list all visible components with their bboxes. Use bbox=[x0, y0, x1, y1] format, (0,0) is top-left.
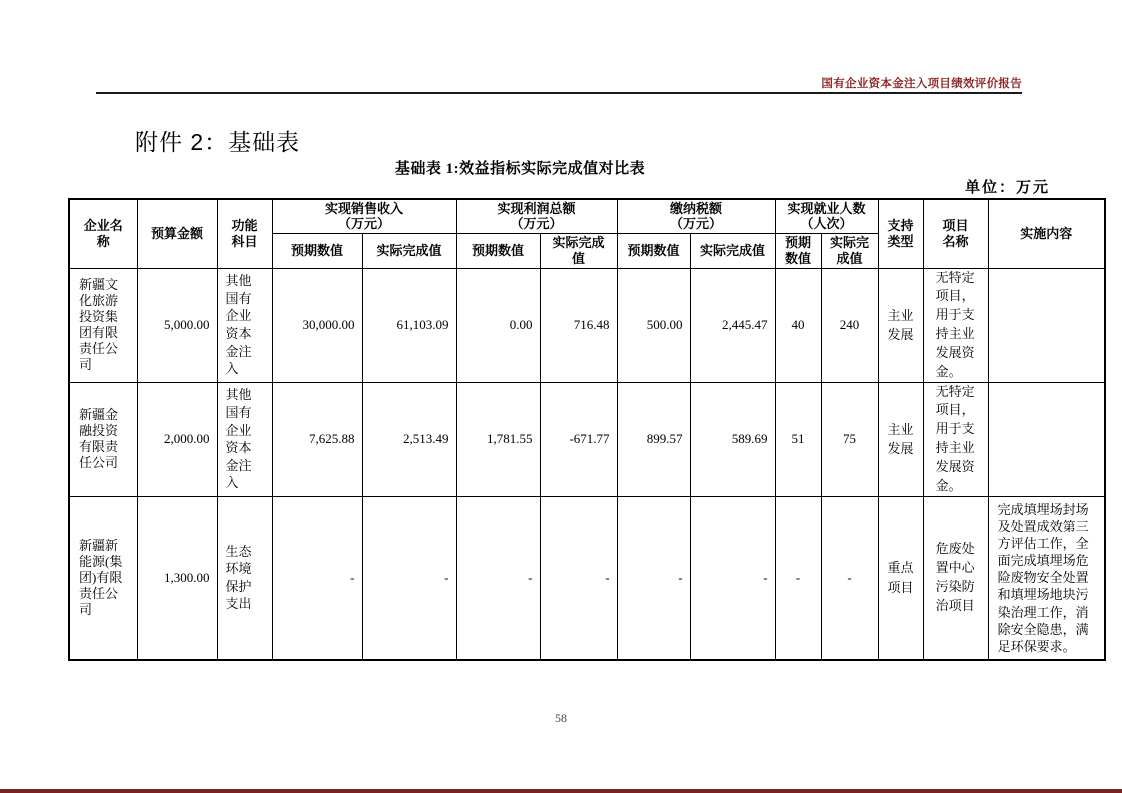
attachment-title: 附件 2：基础表 bbox=[135, 129, 301, 155]
cell-sales-expected: - bbox=[272, 496, 362, 660]
cell-tax-expected: - bbox=[617, 496, 690, 660]
cell-function: 其他国有企业资本金注入 bbox=[217, 382, 272, 496]
cell-sales-actual: - bbox=[362, 496, 456, 660]
cell-tax-actual: 589.69 bbox=[690, 382, 775, 496]
bottom-edge-bar bbox=[0, 789, 1122, 793]
cell-implementation bbox=[988, 382, 1105, 496]
cell-project-name: 危废处置中心污染防治项目 bbox=[923, 496, 988, 660]
header-function: 功能科目 bbox=[217, 199, 272, 268]
benefit-comparison-table bbox=[68, 198, 1106, 661]
subheader-jobs-actual: 实际完成值 bbox=[821, 233, 878, 268]
table-row bbox=[69, 382, 1105, 496]
cell-sales-expected: 7,625.88 bbox=[272, 382, 362, 496]
cell-jobs-actual: - bbox=[821, 496, 878, 660]
group-title: 实现利润总额 bbox=[497, 200, 576, 216]
cell-jobs-actual: 75 bbox=[821, 382, 878, 496]
cell-tax-actual: 2,445.47 bbox=[690, 268, 775, 382]
unit-label: 单位：万元 bbox=[964, 180, 1050, 196]
cell-function: 生态环境保护支出 bbox=[217, 496, 272, 660]
cell-project-name: 无特定项目，用于支持主业发展资金。 bbox=[923, 268, 988, 382]
page-number: 58 bbox=[555, 711, 567, 725]
cell-profit-expected: - bbox=[456, 496, 540, 660]
header-budget: 预算金额 bbox=[137, 199, 217, 268]
subheader-profit-expected: 预期数值 bbox=[456, 233, 540, 268]
group-unit: （万元） bbox=[670, 216, 723, 232]
group-unit: （万元） bbox=[510, 216, 563, 232]
cell-profit-actual: - bbox=[540, 496, 617, 660]
cell-budget: 1,300.00 bbox=[137, 496, 217, 660]
cell-budget: 2,000.00 bbox=[137, 382, 217, 496]
cell-function: 其他国有企业资本金注入 bbox=[217, 268, 272, 382]
header-group-profit bbox=[456, 199, 617, 233]
cell-implementation: 完成填埋场封场及处置成效第三方评估工作，全面完成填埋场危险废物安全处置和填埋场地块污染治理工作，消除安全隐患，满足环保要求。 bbox=[988, 496, 1105, 660]
cell-implementation bbox=[988, 268, 1105, 382]
cell-sales-actual: 61,103.09 bbox=[362, 268, 456, 382]
table-title: 基础表 1:效益指标实际完成值对比表 bbox=[394, 161, 646, 177]
cell-company: 新疆文化旅游投资集团有限责任公司 bbox=[69, 268, 137, 382]
cell-tax-actual: - bbox=[690, 496, 775, 660]
group-unit: （万元） bbox=[338, 216, 391, 232]
group-unit: （人次） bbox=[800, 216, 853, 232]
header-group-sales bbox=[272, 199, 456, 233]
cell-tax-expected: 500.00 bbox=[617, 268, 690, 382]
group-title: 实现就业人数 bbox=[787, 200, 866, 216]
cell-budget: 5,000.00 bbox=[137, 268, 217, 382]
group-title: 缴纳税额 bbox=[670, 200, 723, 216]
header-rule bbox=[96, 92, 1022, 94]
cell-sales-expected: 30,000.00 bbox=[272, 268, 362, 382]
table-row bbox=[69, 268, 1105, 382]
cell-profit-actual: -671.77 bbox=[540, 382, 617, 496]
subheader-tax-expected: 预期数值 bbox=[617, 233, 690, 268]
cell-company: 新疆金融投资有限责任公司 bbox=[69, 382, 137, 496]
cell-company: 新疆新能源(集团)有限责任公司 bbox=[69, 496, 137, 660]
header-company: 企业名称 bbox=[69, 199, 137, 268]
cell-profit-expected: 0.00 bbox=[456, 268, 540, 382]
subheader-sales-actual: 实际完成值 bbox=[362, 233, 456, 268]
header-support-type: 支持类型 bbox=[878, 199, 923, 268]
header-implementation: 实施内容 bbox=[988, 199, 1105, 268]
cell-jobs-expected: - bbox=[775, 496, 821, 660]
subheader-sales-expected: 预期数值 bbox=[272, 233, 362, 268]
cell-support-type: 重点项目 bbox=[878, 496, 923, 660]
cell-jobs-expected: 40 bbox=[775, 268, 821, 382]
group-title: 实现销售收入 bbox=[325, 200, 404, 216]
header-project-name: 项目名称 bbox=[923, 199, 988, 268]
cell-sales-actual: 2,513.49 bbox=[362, 382, 456, 496]
report-header-title: 国有企业资本金注入项目绩效评价报告 bbox=[821, 78, 1022, 90]
cell-support-type: 主业发展 bbox=[878, 382, 923, 496]
cell-jobs-actual: 240 bbox=[821, 268, 878, 382]
subheader-profit-actual: 实际完成值 bbox=[540, 233, 617, 268]
header-group-tax bbox=[617, 199, 775, 233]
header-group-employment bbox=[775, 199, 878, 233]
subheader-tax-actual: 实际完成值 bbox=[690, 233, 775, 268]
cell-profit-expected: 1,781.55 bbox=[456, 382, 540, 496]
cell-support-type: 主业发展 bbox=[878, 268, 923, 382]
cell-profit-actual: 716.48 bbox=[540, 268, 617, 382]
table-row bbox=[69, 496, 1105, 660]
table-header-group-row bbox=[69, 199, 1105, 233]
cell-project-name: 无特定项目，用于支持主业发展资金。 bbox=[923, 382, 988, 496]
cell-jobs-expected: 51 bbox=[775, 382, 821, 496]
subheader-jobs-expected: 预期数值 bbox=[775, 233, 821, 268]
cell-tax-expected: 899.57 bbox=[617, 382, 690, 496]
